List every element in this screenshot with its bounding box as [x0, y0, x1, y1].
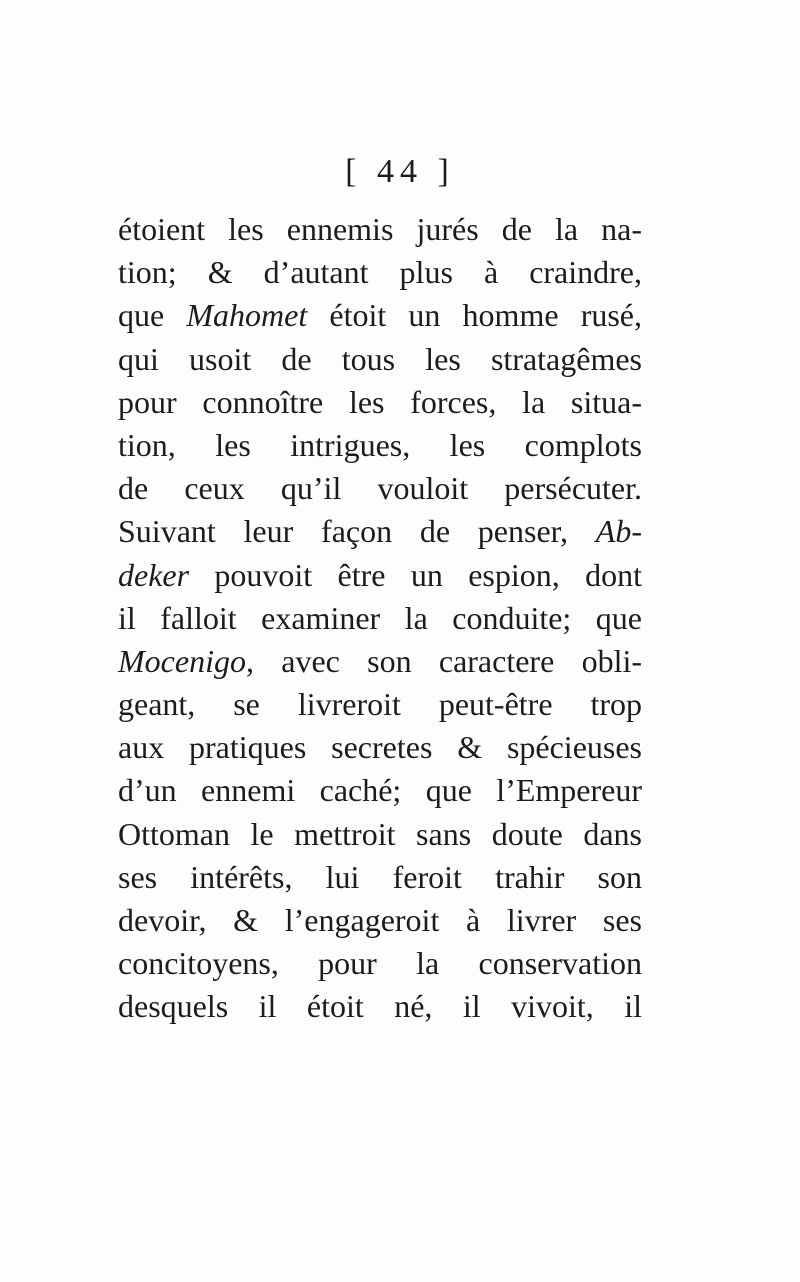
text-segment: concitoyens, pour la conservation [118, 945, 642, 982]
text-line [118, 985, 642, 1028]
text-segment: ses intérêts, lui feroit trahir son [118, 858, 642, 895]
text-segment: d’un ennemi caché; que l’Empereur [118, 772, 642, 809]
italic-name: deker [118, 556, 190, 593]
text-line [118, 640, 642, 683]
text-segment: devoir, & l’engageroit à livrer ses [118, 902, 642, 938]
text-segment: que [118, 297, 187, 334]
text-line [118, 726, 642, 769]
text-segment: Ottoman le mettroit sans doute dans [118, 815, 642, 852]
body-text [118, 208, 642, 1029]
text-segment: pour connoître les forces, la situa- [118, 383, 642, 420]
text-segment: geant, se livreroit peut-être trop [118, 686, 642, 723]
text-line [118, 942, 642, 985]
italic-name: Mahomet [186, 297, 308, 334]
page-number: [ 44 ] [345, 153, 455, 190]
text-line [118, 683, 642, 726]
text-line [118, 381, 642, 424]
text-line [118, 899, 642, 942]
text-segment: qui usoit de tous les stratagêmes [118, 340, 642, 377]
text-line [118, 597, 642, 640]
text-line [118, 856, 642, 899]
text-segment: pouvoit être un espion, dont [189, 556, 642, 593]
text-line [118, 769, 642, 812]
text-segment: , avec son caractere obli- [245, 642, 642, 679]
text-segment: étoit un homme rusé, [307, 297, 643, 334]
text-line [118, 251, 642, 294]
text-segment: desquels il étoit né, il vivoit, il [118, 988, 642, 1025]
text-line [118, 554, 642, 597]
text-line [118, 510, 642, 553]
italic-name: Mocenigo [118, 642, 246, 679]
text-line [118, 338, 642, 381]
text-line [118, 813, 642, 856]
text-segment: aux pratiques secretes & spécieuses [118, 729, 642, 766]
text-segment: Suivant leur façon de penser, [118, 513, 596, 550]
text-segment: de ceux qu’il vouloit persécuter. [118, 470, 642, 507]
text-segment: tion; & d’autant plus à craindre, [118, 254, 642, 291]
text-segment: il falloit examiner la conduite; que [118, 599, 642, 636]
text-segment: étoient les ennemis jurés de la na- [118, 211, 642, 247]
italic-name: Ab- [595, 513, 642, 550]
text-line [118, 467, 642, 510]
text-line [118, 294, 642, 337]
text-segment: tion, les intrigues, les complots [118, 426, 642, 463]
text-line [118, 424, 642, 467]
text-line [118, 208, 642, 251]
